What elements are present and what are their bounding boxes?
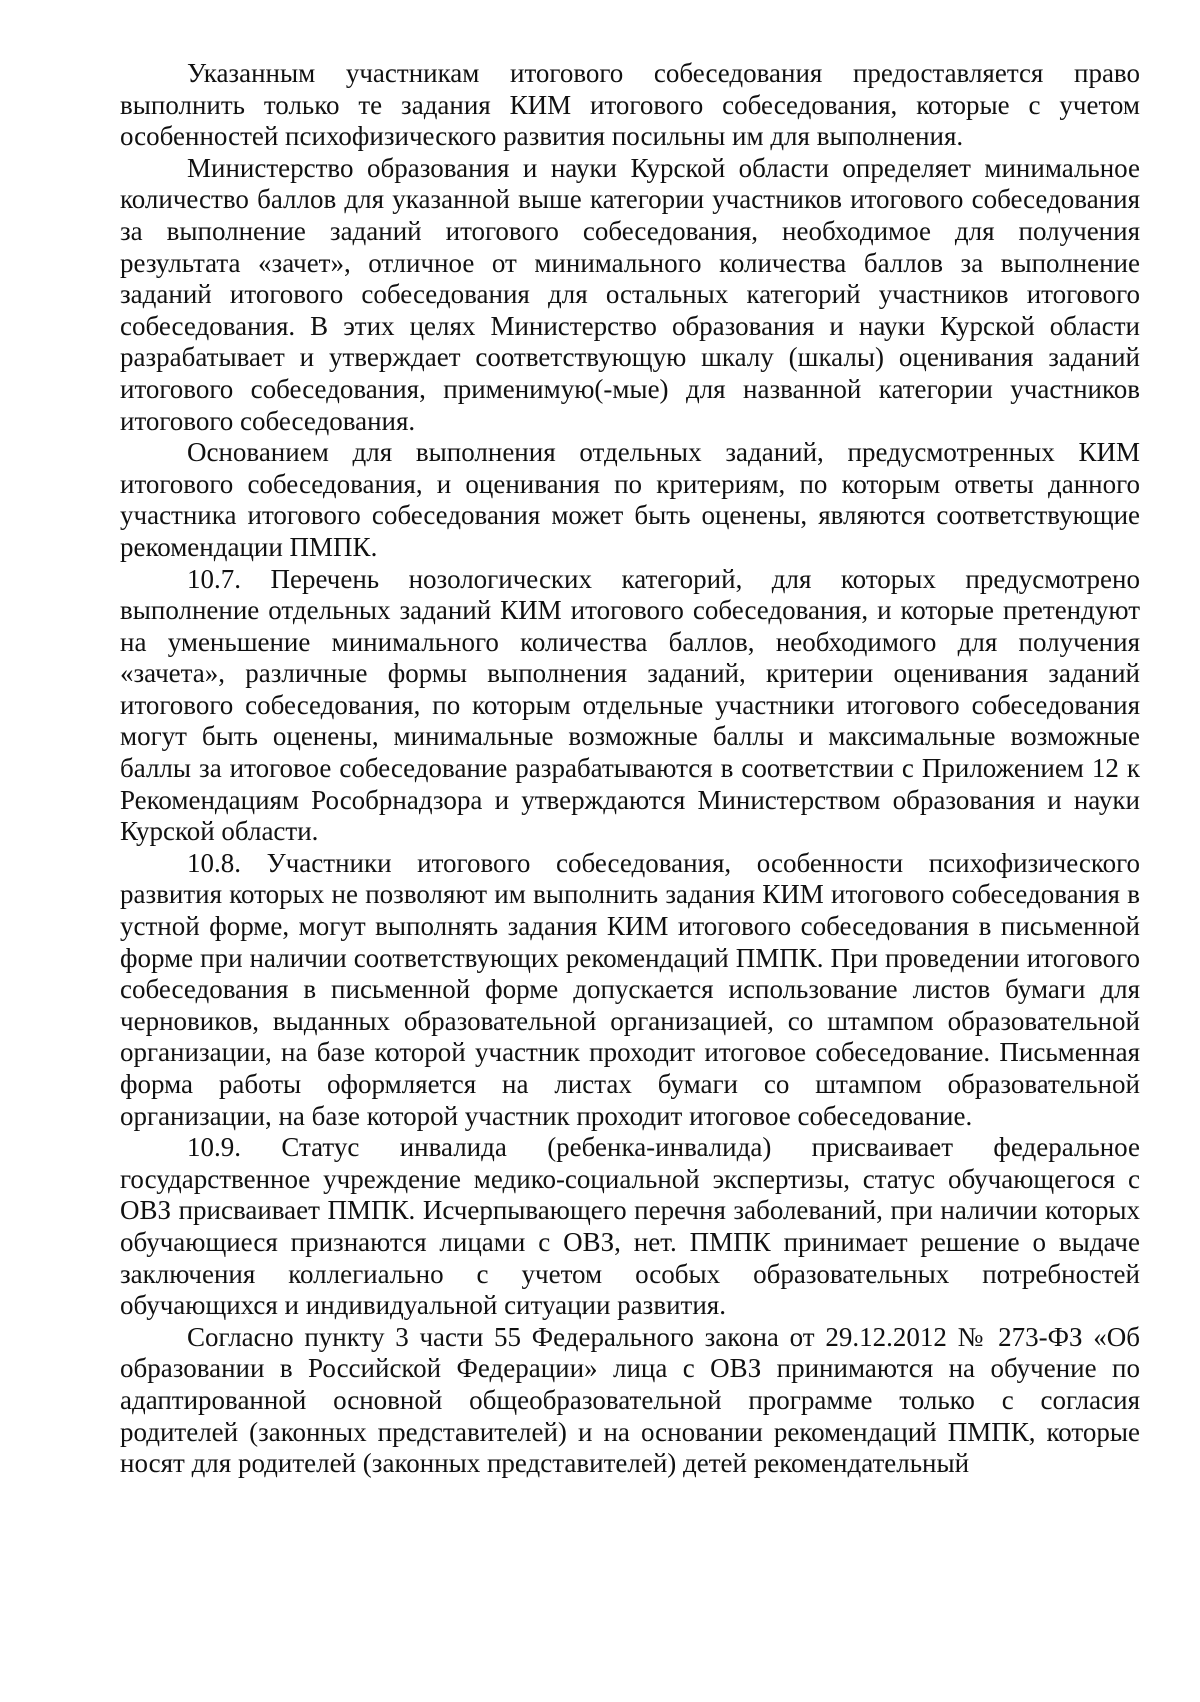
paragraph-federal-law: Согласно пункту 3 части 55 Федерального закона от 29.12.2012 № 273-ФЗ «Об образовании в Российской Федерации» лица с ОВЗ принимаются на обучение по адаптированной основной общеобразовательной программе только с согласия родителей (законных представителей) и на основании рекомендаций ПМПК, которые носят для родителей (законных представителей) детей рекомендательный: [120, 1321, 1140, 1479]
paragraph-section-10-9: 10.9. Статус инвалида (ребенка-инвалида) присваивает федеральное государственное учреждение медико-социальной экспертизы, статус обучающегося с ОВЗ присваивает ПМПК. Исчерпывающего перечня заболеваний, при наличии которых обучающиеся признаются лицами с ОВЗ, нет. ПМПК принимает решение о выдаче заключения коллегиально с учетом особых образовательных потребностей обучающихся и индивидуальной ситуации развития.: [120, 1132, 1140, 1321]
paragraph-pmpk-basis: Основанием для выполнения отдельных заданий, предусмотренных КИМ итогового собеседования, и оценивания по критериям, по которым ответы данного участника итогового собеседования может быть оценены, являются соответствующие рекомендации ПМПК.: [120, 437, 1140, 562]
paragraph-ministry-minimum-score: Министерство образования и науки Курской области определяет минимальное количество баллов для указанной выше категории участников итогового собеседования за выполнение заданий итогового собеседования, необходимое для получения результата «зачет», отличное от минимального количества баллов за выполнение заданий итогового собеседования для остальных категорий участников итогового собеседования. В этих целях Министерство образования и науки Курской области разрабатывает и утверждает соответствующую шкалу (шкалы) оценивания заданий итогового собеседования, применимую(-мые) для названной категории участников итогового собеседования.: [120, 152, 1140, 436]
document-page: [120, 58, 1140, 1480]
paragraph-section-10-8: 10.8. Участники итогового собеседования, особенности психофизического развития которых не позволяют им выполнить задания КИМ итогового собеседования в устной форме, могут выполнять задания КИМ итогового собеседования в письменной форме при наличии соответствующих рекомендаций ПМПК. При проведении итогового собеседования в письменной форме допускается использование листов бумаги для черновиков, выданных образовательной организацией, со штампом образовательной организации, на базе которой участник проходит итоговое собеседование. Письменная форма работы оформляется на листах бумаги со штампом образовательной организации, на базе которой участник проходит итоговое собеседование.: [120, 847, 1140, 1131]
paragraph-participants-right: Указанным участникам итогового собеседования предоставляется право выполнить только те задания КИМ итогового собеседования, которые с учетом особенностей психофизического развития посильны им для выполнения.: [120, 58, 1140, 152]
paragraph-section-10-7: 10.7. Перечень нозологических категорий, для которых предусмотрено выполнение отдельных заданий КИМ итогового собеседования, и которые претендуют на уменьшение минимального количества баллов, необходимого для получения «зачета», различные формы выполнения заданий, критерии оценивания заданий итогового собеседования, по которым отдельные участники итогового собеседования могут быть оценены, минимальные возможные баллы и максимальные возможные баллы за итоговое собеседование разрабатываются в соответствии с Приложением 12 к Рекомендациям Рособрнадзора и утверждаются Министерством образования и науки Курской области.: [120, 563, 1140, 847]
